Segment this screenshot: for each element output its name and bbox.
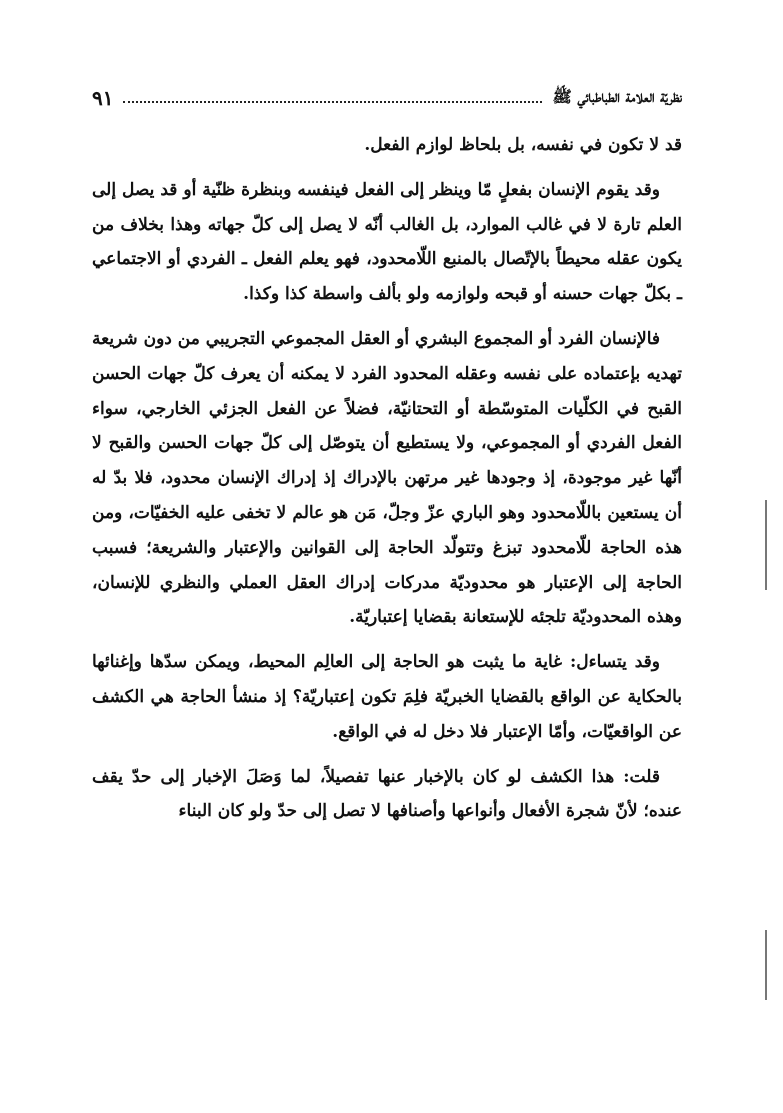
running-header xyxy=(92,80,682,116)
page-number: ٩١ xyxy=(92,86,114,110)
page-body xyxy=(92,128,682,829)
margin-scan-mark-upper xyxy=(765,500,767,590)
paragraph-2: وقد يقوم الإنسان بفعلٍ مّا وينظر إلى الفعل فينفسه وبنظرة ظنّية أو قد يصل إلى العلم تارة لا في غالب الموارد، بل الغالب أنّه لا يصل إلى كلّ جهاته وهذا بخلاف من يكون عقله محيطاً بالإتّصال بالمنبع اللّامحدود، فهو يعلم الفعل ـ الفردي أو الاجتماعي ـ بكلّ جهات حسنه أو قبحه ولوازمه ولو بألف واسطة كذا وكذا. xyxy=(92,179,682,305)
paragraph-3: فالإنسان الفرد أو المجموع البشري أو العقل المجموعي التجريبي من دون شريعة تهديه بإعتماده على نفسه وعقله المحدود الفرد لا يمكنه أن يعرف كلّ جهات الحسن القبح في الكلّيات المتوسّطة أو التحتانيّة، فضلاً عن الفعل الجزئي الخارجي، سواء الفعل الفردي أو المجموعي، ولا يستطيع أن يتوصّل إلى كلّ جهات الحسن والقبح لا أنّها غير موجودة، إذ وجودها غير مرتهن بالإدراك إذ إدراك الإنسان محدود، فلا بدّ له أن يستعين باللّامحدود وهو الباري عزّ وجلّ، مَن هو عالم لا تخفى عليه الخفيّات، ومن هذه الحاجة للّامحدود تبزغ وتتولّد الحاجة إلى القوانين والإعتبار والشريعة؛ فسبب الحاجة إلى الإعتبار هو محدوديّة مدركات إدراك العقل العملي والنظري للإنسان، وهذه المحدوديّة تلجئه للإستعانة بقضايا إعتباريّة. xyxy=(92,328,682,628)
header-title: نظريّة العلامة الطباطبائي ﷺ xyxy=(552,86,682,106)
paragraph-1: قد لا تكون في نفسه، بل بلحاظ لوازم الفعل. xyxy=(364,135,682,155)
margin-scan-mark-lower xyxy=(765,930,767,1000)
paragraph-4: وقد يتساءل: غاية ما يثبت هو الحاجة إلى العالِم المحيط، ويمكن سدّها وإغنائها بالحكاية عن الواقع بالقضايا الخبريّة فلِمَ تكون إعتباريّة؟ إذ منشأ الحاجة هي الكشف عن الواقعيّات، وأمّا الإعتبار فلا دخل له في الواقع. xyxy=(92,652,682,742)
header-dot-leader xyxy=(123,101,542,103)
paragraph-5: قلت: هذا الكشف لو كان بالإخبار عنها تفصيلاً، لما وَصَلَ الإخبار إلى حدّ يقف عنده؛ لأنّ شجرة الأفعال وأنواعها وأصنافها لا تصل إلى حدّ ولو كان البناء xyxy=(92,766,682,822)
